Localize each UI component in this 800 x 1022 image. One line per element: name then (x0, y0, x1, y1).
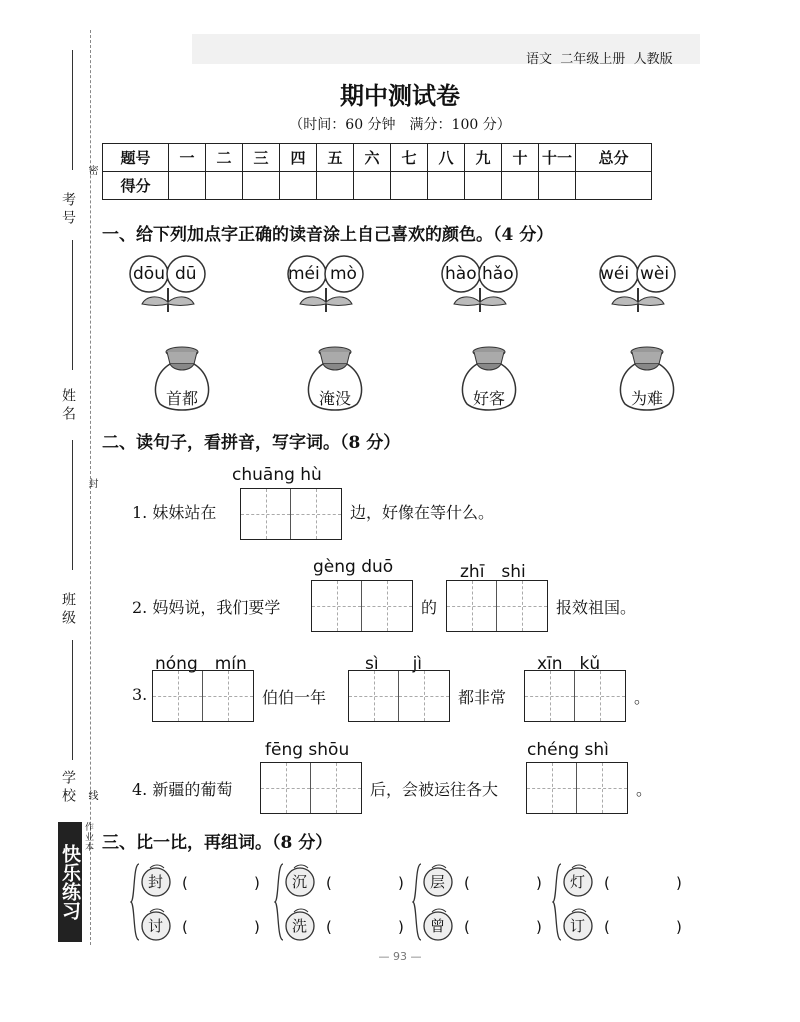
blank-line-school (72, 640, 73, 760)
score-table (102, 143, 652, 200)
q4-writing-box-1[interactable] (260, 762, 362, 814)
header-grade: 二年级上册 (560, 52, 626, 67)
section3-heading: 三、比一比，再组词。（8 分） (102, 833, 333, 853)
compare-group (130, 862, 270, 942)
close-paren: ) (398, 918, 404, 936)
header-subject: 语文 (526, 52, 553, 67)
compare-group (412, 862, 552, 942)
jar-word: 首都 (165, 389, 198, 408)
open-paren: ( (604, 874, 610, 892)
jar-word: 好客 (472, 389, 505, 408)
score-cell: 一 (169, 144, 206, 172)
score-label: 得分 (103, 172, 169, 200)
flower-option[interactable]: hào (445, 264, 477, 284)
compare-char: 洗 (292, 917, 308, 935)
header-info (526, 48, 673, 67)
compare-char: 灯 (570, 873, 586, 891)
q2-text-post: 报效祖国。 (556, 598, 637, 617)
section1-heading: 一、给下列加点字正确的读音涂上自己喜欢的颜色。（4 分） (102, 225, 554, 245)
flower-option[interactable]: méi (288, 264, 320, 284)
q3-text-mid2: 都非常 (458, 688, 507, 707)
open-paren: ( (464, 874, 470, 892)
q1-text-pre: 1. 妹妹站在 (132, 503, 217, 522)
page-subtitle: （时间：60 分钟 满分：100 分） (289, 117, 511, 133)
label-class: 班级 (60, 592, 76, 628)
answer-blank[interactable] (192, 916, 250, 936)
score-input[interactable] (317, 172, 354, 200)
score-input[interactable] (354, 172, 391, 200)
flower-option[interactable]: wéi (600, 264, 630, 284)
cut-mark-xian: 线 (86, 790, 97, 804)
close-paren: ) (536, 918, 542, 936)
q1-text-post: 边，好像在等什么。 (350, 503, 495, 522)
page-title: 期中测试卷 (340, 81, 460, 110)
flower-option[interactable]: hǎo (482, 264, 514, 284)
answer-blank[interactable] (336, 916, 394, 936)
open-paren: ( (326, 918, 332, 936)
close-paren: ) (254, 918, 260, 936)
score-input[interactable] (206, 172, 243, 200)
q4-pinyin-2: chéng shì (527, 740, 609, 760)
compare-group (274, 862, 414, 942)
label-exam-number: 考号 (60, 192, 76, 228)
flower-icon (286, 252, 366, 316)
cut-mark-mi: 密 (86, 165, 97, 179)
q4-pinyin-1: fēng shōu (265, 740, 350, 760)
compare-char: 讨 (148, 917, 164, 935)
score-cell: 四 (280, 144, 317, 172)
open-paren: ( (182, 918, 188, 936)
score-input[interactable] (391, 172, 428, 200)
q4-text-mid: 后，会被运往各大 (370, 780, 499, 799)
q3-writing-box-1[interactable] (152, 670, 254, 722)
label-name: 姓名 (60, 388, 76, 424)
compare-char: 层 (430, 873, 446, 891)
q1-pinyin: chuāng hù (232, 465, 322, 485)
jar-word: 淹没 (318, 389, 351, 408)
answer-blank[interactable] (192, 872, 250, 892)
score-cell: 题号 (103, 144, 169, 172)
q2-text-pre: 2. 妈妈说，我们要学 (132, 598, 281, 617)
q2-text-mid: 的 (421, 598, 438, 617)
flower-icon (128, 252, 208, 316)
flower-option[interactable]: dōu (133, 264, 165, 284)
q4-writing-box-2[interactable] (526, 762, 628, 814)
compare-char: 曾 (430, 917, 446, 935)
open-paren: ( (182, 874, 188, 892)
q2-writing-box-2[interactable] (446, 580, 548, 632)
close-paren: ) (254, 874, 260, 892)
score-cell: 十一 (539, 144, 576, 172)
cut-mark-feng: 封 (86, 478, 97, 492)
score-input[interactable] (280, 172, 317, 200)
compare-char: 封 (148, 873, 164, 891)
answer-blank[interactable] (614, 916, 672, 936)
compare-group (552, 862, 692, 942)
close-paren: ) (398, 874, 404, 892)
flower-option[interactable]: mò (330, 264, 357, 284)
q4-text-post: 。 (636, 780, 653, 799)
score-cell: 六 (354, 144, 391, 172)
q3-text-post: 。 (634, 688, 651, 707)
q1-writing-box[interactable] (240, 488, 342, 540)
jar-word: 为难 (630, 389, 663, 408)
q3-pinyin-3: xīn kǔ (537, 654, 601, 674)
compare-char: 沉 (292, 873, 308, 891)
score-cell: 总分 (576, 144, 652, 172)
score-cell: 七 (391, 144, 428, 172)
q3-text-pre: 3. (132, 685, 148, 704)
flower-option[interactable]: wèi (640, 264, 670, 284)
q2-writing-box-1[interactable] (311, 580, 413, 632)
score-input[interactable] (243, 172, 280, 200)
answer-blank[interactable] (474, 872, 532, 892)
q3-writing-box-3[interactable] (524, 670, 626, 722)
label-school: 学校 (60, 770, 76, 806)
q3-writing-box-2[interactable] (348, 670, 450, 722)
flower-option[interactable]: dū (175, 264, 197, 284)
brand-logo: 快乐练习 (58, 822, 82, 942)
close-paren: ) (676, 918, 682, 936)
section2-heading: 二、读句子，看拼音，写字词。（8 分） (102, 433, 401, 453)
brand-sub: 作业本 (83, 822, 93, 852)
blank-line-class (72, 440, 73, 570)
close-paren: ) (676, 874, 682, 892)
answer-blank[interactable] (474, 916, 532, 936)
answer-blank[interactable] (614, 872, 672, 892)
answer-blank[interactable] (336, 872, 394, 892)
score-cell: 十 (502, 144, 539, 172)
q3-text-mid1: 伯伯一年 (262, 688, 327, 707)
score-table-header-row (103, 144, 652, 172)
flower-icon (598, 252, 678, 316)
score-input[interactable] (576, 172, 652, 200)
score-input[interactable] (169, 172, 206, 200)
q3-pinyin-1: nóng mín (155, 654, 247, 674)
score-cell: 二 (206, 144, 243, 172)
score-cell: 九 (465, 144, 502, 172)
page-number: — 93 — (378, 950, 422, 963)
score-input[interactable] (428, 172, 465, 200)
open-paren: ( (326, 874, 332, 892)
flower-icon (440, 252, 520, 316)
score-input[interactable] (539, 172, 576, 200)
compare-char: 订 (570, 917, 586, 935)
score-cell: 三 (243, 144, 280, 172)
score-input[interactable] (465, 172, 502, 200)
score-cell: 五 (317, 144, 354, 172)
score-cell: 八 (428, 144, 465, 172)
q2-pinyin-2: zhī shi (460, 562, 526, 582)
score-input[interactable] (502, 172, 539, 200)
open-paren: ( (464, 918, 470, 936)
q3-pinyin-2: sì jì (365, 654, 423, 674)
blank-line-name (72, 240, 73, 370)
score-table-score-row (103, 172, 652, 200)
close-paren: ) (536, 874, 542, 892)
q4-text-pre: 4. 新疆的葡萄 (132, 780, 233, 799)
q2-pinyin-1: gèng duō (313, 557, 394, 577)
header-edition: 人教版 (633, 52, 673, 67)
open-paren: ( (604, 918, 610, 936)
